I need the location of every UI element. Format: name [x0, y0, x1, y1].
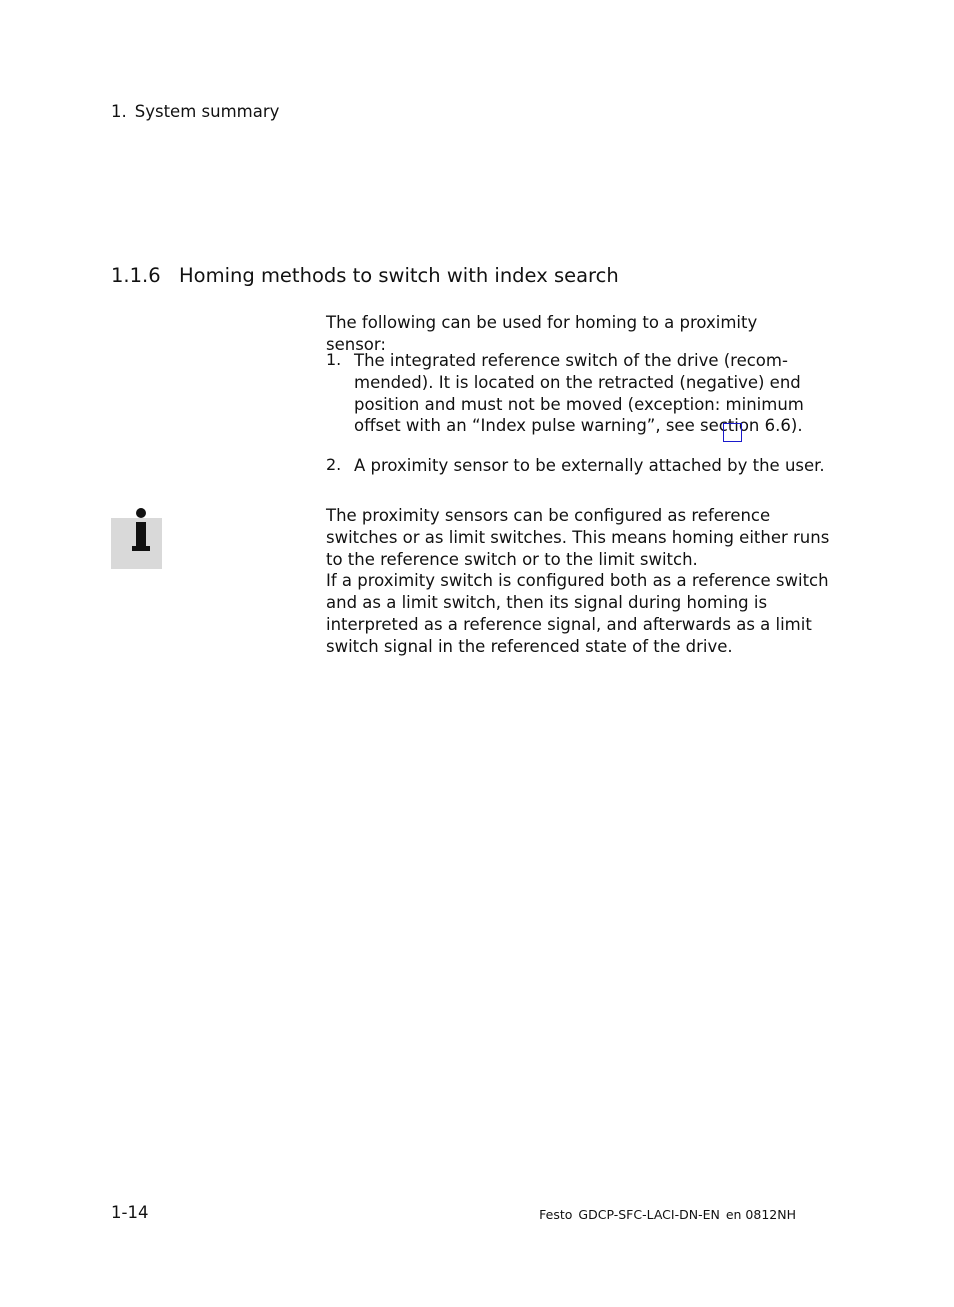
list-item-line: offset with an “Index pulse warning”, see section 6.6).: [354, 416, 803, 436]
section-6-6-link[interactable]: [723, 423, 742, 442]
list-item-line: position and must not be moved (exception: minimum: [354, 394, 804, 414]
note-line: The proximity sensors can be configured as reference: [326, 506, 771, 525]
page-number: 1-14: [111, 1203, 149, 1222]
chapter-title: System summary: [134, 102, 280, 121]
footer-version: en 0812NH: [725, 1207, 796, 1222]
note-line: If a proximity switch is configured both as a reference switch: [326, 571, 829, 591]
note-line: switch signal in the referenced state of the drive.: [326, 636, 733, 656]
list-item-line: mended). It is located on the retracted (negative) end: [354, 372, 801, 392]
note-line: to the reference switch or to the limit switch.: [326, 549, 698, 569]
list-item-text: [354, 455, 825, 477]
section-title: Homing methods to switch with index search: [179, 264, 619, 287]
section-heading: [111, 264, 619, 288]
footer-document-id: GDCP-SFC-LACI-DN-EN: [578, 1207, 720, 1222]
intro-paragraph: The following can be used for homing to a proximity sensor:: [326, 313, 758, 354]
footer-document-info: [539, 1207, 796, 1223]
note-line: switches or as limit switches. This means homing either runs: [326, 527, 830, 547]
running-header: [111, 102, 279, 122]
chapter-number: 1.: [111, 102, 127, 121]
list-item: [326, 455, 825, 477]
list-marker: 2.: [326, 455, 342, 474]
list-item-line: A proximity sensor to be externally attached by the user.: [354, 456, 825, 475]
list-item-line: The integrated reference switch of the drive (recom-: [354, 351, 788, 370]
note-line: interpreted as a reference signal, and afterwards as a limit: [326, 614, 812, 634]
note-paragraph: [326, 505, 830, 658]
footer-company: Festo: [539, 1207, 573, 1222]
section-number: 1.1.6: [111, 264, 161, 287]
info-icon: [111, 518, 162, 569]
note-line: and as a limit switch, then its signal during homing is: [326, 593, 768, 613]
list-marker: 1.: [326, 350, 342, 369]
